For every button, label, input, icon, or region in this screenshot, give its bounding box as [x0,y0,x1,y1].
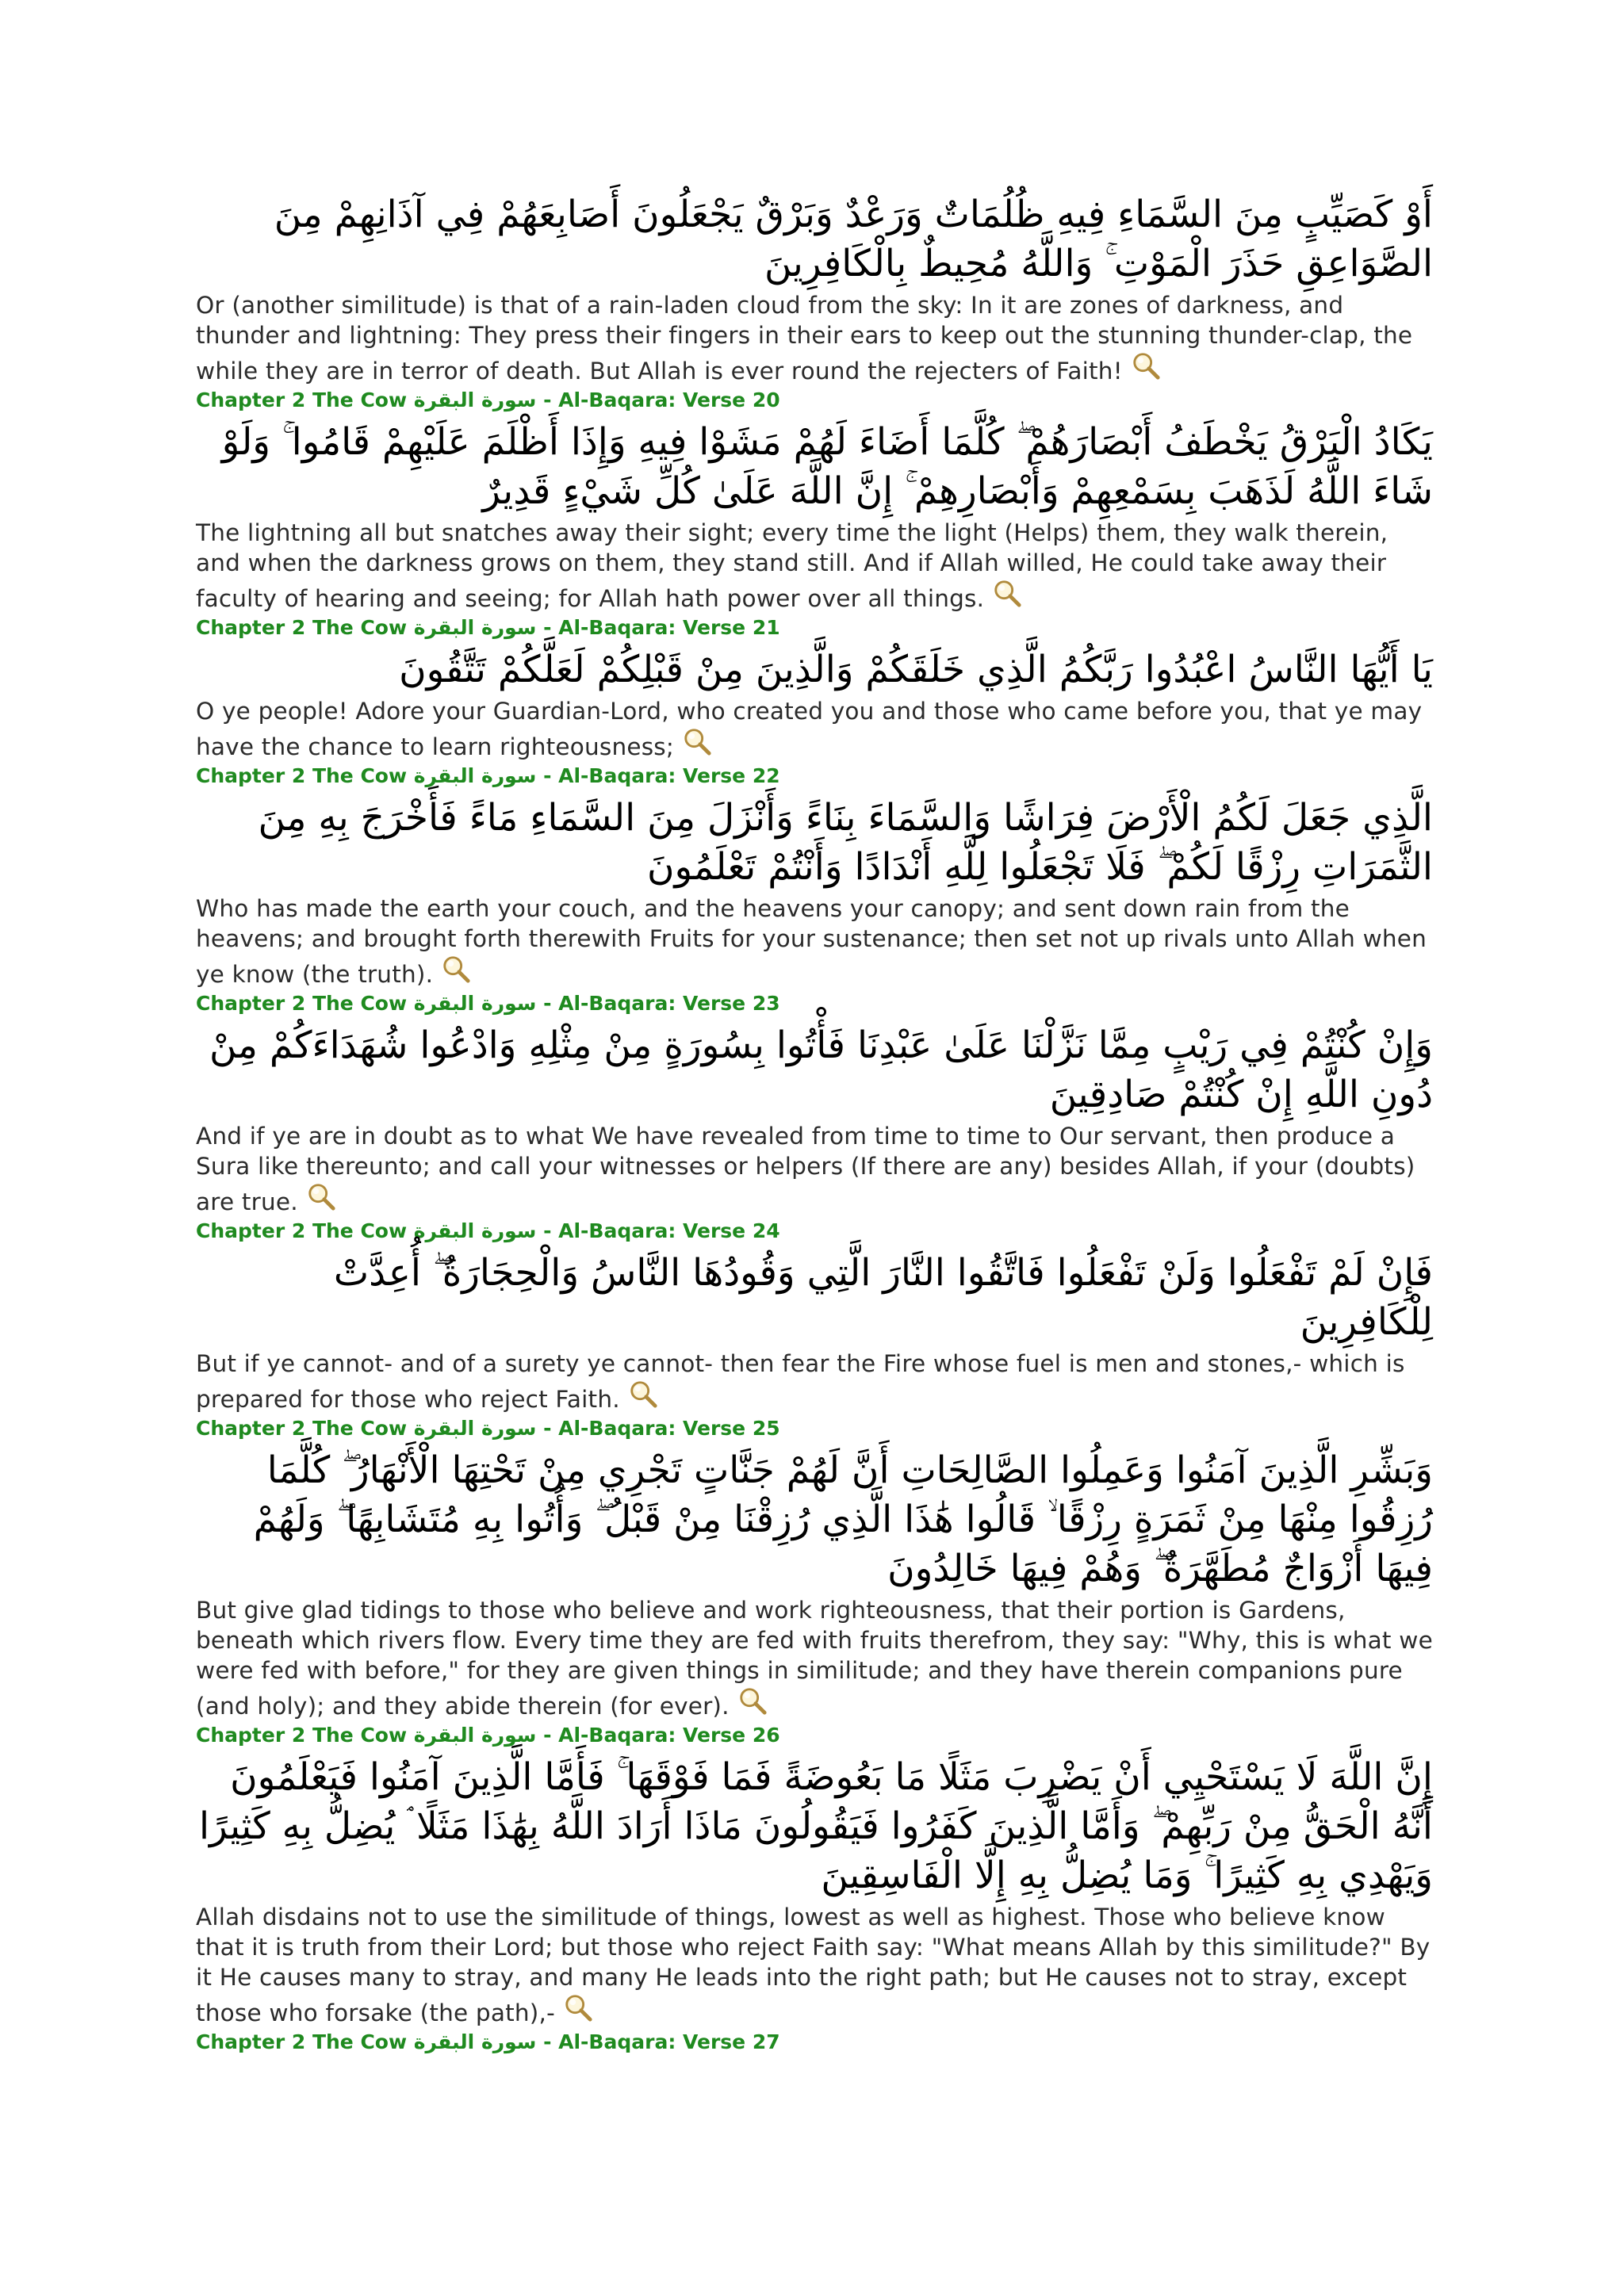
chapter-reference [196,1219,1433,1244]
chapter-verse-ref: - Al-Baqara: Verse 20 [536,388,780,411]
translation-text [196,1902,1433,2028]
magnifier-icon[interactable] [737,1686,768,1716]
translation-content: And if ye are in doubt as to what We have revealed from time to time to Our servant, then produce a Sura like thereunto; and call your witnesses or helpers (If there are any) besides Allah, if your (doubts) are true. [196,1123,1415,1215]
chapter-prefix: Chapter 2 The Cow [196,1417,414,1440]
chapter-prefix: Chapter 2 The Cow [196,992,414,1015]
verse-block-20 [196,190,1433,413]
magnifier-icon[interactable] [992,578,1022,608]
translation-text [196,1595,1433,1721]
chapter-reference [196,388,1433,413]
verse-block-24 [196,1021,1433,1244]
chapter-verse-ref: - Al-Baqara: Verse 21 [536,616,780,639]
chapter-arabic-name: سورة البقرة [413,764,537,787]
chapter-arabic-name: سورة البقرة [413,388,537,411]
arabic-verse-text: يَكَادُ الْبَرْقُ يَخْطَفُ أَبْصَارَهُمْ ۖ كُلَّمَا أَضَاءَ لَهُمْ مَشَوْا فِيهِ وَإِذَا أَظْلَمَ عَلَيْهِمْ قَامُوا ۚ وَلَوْ شَاءَ اللَّهُ لَذَهَبَ بِسَمْعِهِمْ وَأَبْصَارِهِمْ ۚ إِنَّ اللَّهَ عَلَىٰ كُلِّ شَيْءٍ قَدِيرٌ [221,420,1433,513]
magnifier-icon[interactable] [682,726,712,756]
translation-text [196,1121,1433,1217]
chapter-verse-ref: - Al-Baqara: Verse 22 [536,764,780,787]
verse-block-27 [196,1753,1433,2055]
arabic-verse-text: يَا أَيُّهَا النَّاسُ اعْبُدُوا رَبَّكُمُ الَّذِي خَلَقَكُمْ وَالَّذِينَ مِنْ قَبْلِكُمْ لَعَلَّكُمْ تَتَّقُونَ [399,648,1433,691]
chapter-prefix: Chapter 2 The Cow [196,1724,414,1747]
chapter-verse-ref: - Al-Baqara: Verse 25 [536,1417,780,1440]
verse-block-25 [196,1249,1433,1441]
arabic-verse-text: فَإِنْ لَمْ تَفْعَلُوا وَلَنْ تَفْعَلُوا فَاتَّقُوا النَّارَ الَّتِي وَقُودُهَا النَّاسُ وَالْحِجَارَةُ ۖ أُعِدَّتْ لِلْكَافِرِينَ [333,1251,1433,1344]
chapter-prefix: Chapter 2 The Cow [196,1219,414,1242]
chapter-prefix: Chapter 2 The Cow [196,764,414,787]
chapter-arabic-name: سورة البقرة [413,1219,537,1242]
chapter-reference [196,991,1433,1016]
translation-content: But if ye cannot- and of a surety ye cannot- then fear the Fire whose fuel is men and stones,- which is prepared for those who reject Faith. [196,1350,1405,1413]
chapter-prefix: Chapter 2 The Cow [196,388,414,411]
chapter-arabic-name: سورة البقرة [413,1417,537,1440]
chapter-verse-ref: - Al-Baqara: Verse 23 [536,992,780,1015]
magnifier-icon[interactable] [563,1992,593,2022]
chapter-reference [196,2030,1433,2055]
magnifier-icon[interactable] [628,1379,658,1409]
arabic-verse-text: الَّذِي جَعَلَ لَكُمُ الْأَرْضَ فِرَاشًا وَالسَّمَاءَ بِنَاءً وَأَنْزَلَ مِنَ السَّمَاءِ مَاءً فَأَخْرَجَ بِهِ مِنَ الثَّمَرَاتِ رِزْقًا لَكُمْ ۖ فَلَا تَجْعَلُوا لِلَّهِ أَنْدَادًا وَأَنْتُمْ تَعْلَمُونَ [258,796,1433,889]
chapter-reference [196,1723,1433,1748]
arabic-verse-text: أَوْ كَصَيِّبٍ مِنَ السَّمَاءِ فِيهِ ظُلُمَاتٌ وَرَعْدٌ وَبَرْقٌ يَجْعَلُونَ أَصَابِعَهُمْ فِي آذَانِهِمْ مِنَ الصَّوَاعِقِ حَذَرَ الْمَوْتِ ۚ وَاللَّهُ مُحِيطٌ بِالْكَافِرِينَ [274,193,1433,285]
chapter-reference [196,763,1433,789]
document-page [196,190,1433,2060]
translation-content: But give glad tidings to those who believe and work righteousness, that their portion is Gardens, beneath which rivers flow. Every time they are fed with fruits therefrom, they say: "Why, this is what we were fed with before," for they are given things in similitude; and they have therein companions pure (and holy); and they abide therein (for ever). [196,1597,1433,1720]
translation-text [196,894,1433,989]
chapter-verse-ref: - Al-Baqara: Verse 24 [536,1219,780,1242]
verse-block-26 [196,1446,1433,1748]
translation-text [196,518,1433,614]
arabic-verse-text: إِنَّ اللَّهَ لَا يَسْتَحْيِي أَنْ يَضْرِبَ مَثَلًا مَا بَعُوضَةً فَمَا فَوْقَهَا ۚ فَأَمَّا الَّذِينَ آمَنُوا فَيَعْلَمُونَ أَنَّهُ الْحَقُّ مِنْ رَبِّهِمْ ۖ وَأَمَّا الَّذِينَ كَفَرُوا فَيَقُولُونَ مَاذَا أَرَادَ اللَّهُ بِهَٰذَا مَثَلًا ۘ يُضِلُّ بِهِ كَثِيرًا وَيَهْدِي بِهِ كَثِيرًا ۚ وَمَا يُضِلُّ بِهِ إِلَّا الْفَاسِقِينَ [198,1755,1433,1897]
chapter-arabic-name: سورة البقرة [413,1724,537,1747]
chapter-arabic-name: سورة البقرة [413,992,537,1015]
chapter-verse-ref: - Al-Baqara: Verse 26 [536,1724,780,1747]
chapter-verse-ref: - Al-Baqara: Verse 27 [536,2030,780,2053]
verse-block-21 [196,418,1433,641]
translation-content: Or (another similitude) is that of a rain-laden cloud from the sky: In it are zones of darkness, and thunder and lightning: They press their fingers in their ears to keep out the stunning thunder-clap, the while they are in terror of death. But Allah is ever round the rejecters of Faith! [196,292,1413,385]
chapter-prefix: Chapter 2 The Cow [196,2030,414,2053]
magnifier-icon[interactable] [441,954,471,984]
magnifier-icon[interactable] [1131,350,1161,381]
magnifier-icon[interactable] [306,1181,336,1211]
chapter-arabic-name: سورة البقرة [413,2030,537,2053]
arabic-verse-text: وَإِنْ كُنْتُمْ فِي رَيْبٍ مِمَّا نَزَّلْنَا عَلَىٰ عَبْدِنَا فَأْتُوا بِسُورَةٍ مِنْ مِثْلِهِ وَادْعُوا شُهَدَاءَكُمْ مِنْ دُونِ اللَّهِ إِنْ كُنْتُمْ صَادِقِينَ [209,1024,1433,1116]
chapter-reference [196,1416,1433,1441]
translation-content: O ye people! Adore your Guardian-Lord, who created you and those who came before you, that ye may have the chance to learn righteousness; [196,698,1423,760]
translation-text [196,696,1433,762]
verse-block-22 [196,645,1433,789]
translation-content: The lightning all but snatches away their sight; every time the light (Helps) them, they walk therein, and when the darkness grows on them, they stand still. And if Allah willed, He could take away their faculty of hearing and seeing; for Allah hath power over all things. [196,519,1388,612]
translation-content: Allah disdains not to use the similitude of things, lowest as well as highest. Those who believe know that it is truth from their Lord; but those who reject Faith say: "What means Allah by this similitude?" By it He causes many to stray, and many He leads into the right path; but He causes not to stray, except those who forsake (the path),- [196,1904,1431,2026]
translation-text [196,1349,1433,1414]
chapter-arabic-name: سورة البقرة [413,616,537,639]
chapter-reference [196,615,1433,641]
translation-content: Who has made the earth your couch, and the heavens your canopy; and sent down rain from the heavens; and brought forth therewith Fruits for your sustenance; then set not up rivals unto Allah when ye know (the truth). [196,895,1427,988]
verse-block-23 [196,794,1433,1016]
chapter-prefix: Chapter 2 The Cow [196,616,414,639]
translation-text [196,290,1433,386]
arabic-verse-text: وَبَشِّرِ الَّذِينَ آمَنُوا وَعَمِلُوا الصَّالِحَاتِ أَنَّ لَهُمْ جَنَّاتٍ تَجْرِي مِنْ تَحْتِهَا الْأَنْهَارُ ۖ كُلَّمَا رُزِقُوا مِنْهَا مِنْ ثَمَرَةٍ رِزْقًا ۙ قَالُوا هَٰذَا الَّذِي رُزِقْنَا مِنْ قَبْلُ ۖ وَأُتُوا بِهِ مُتَشَابِهًا ۖ وَلَهُمْ فِيهَا أَزْوَاجٌ مُطَهَّرَةٌ ۖ وَهُمْ فِيهَا خَالِدُونَ [253,1448,1433,1590]
